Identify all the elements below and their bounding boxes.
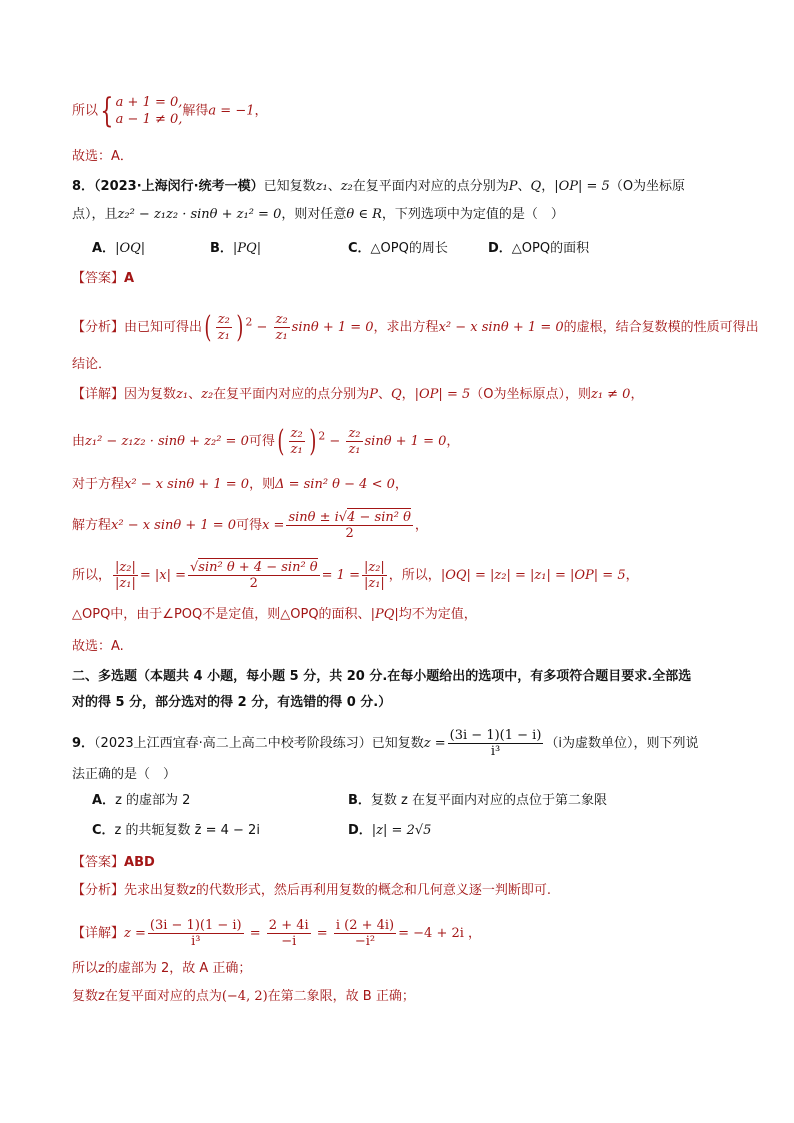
q9-analysis-tag: 【分析】 <box>72 883 125 898</box>
q9-source: （2023上江西宜春·高二上高二中校考阶段练习） <box>94 736 372 751</box>
q8-number: 8． <box>72 179 95 194</box>
q8-z2: z₂ <box>340 179 353 194</box>
q8-option-a-text: |OQ| <box>115 241 146 256</box>
q8-option-a <box>92 240 145 258</box>
q8-option-b-text: |PQ| <box>232 241 262 256</box>
q8-line-so-abs: = |x| = <box>139 568 186 583</box>
brace: { <box>100 91 114 131</box>
q8-line-solve-b: 可得 <box>236 518 263 533</box>
frac-so: $\frac{\text{√sin² θ + 4 − sin² θ}}{2}$ <box>190 560 318 591</box>
q9-detail-end: = −4 + 2i ， <box>398 926 482 941</box>
q8-line-tri: △OPQ中，由于∠POQ不是定值，则△OPQ的面积、 <box>72 607 371 622</box>
q8-answer-value: A <box>124 271 135 286</box>
q8-p: P <box>508 179 518 194</box>
q8-answer <box>72 270 134 288</box>
equation-system <box>116 94 183 128</box>
q8-stem-line-2 <box>72 206 564 224</box>
q8-line-you-eq: z₁² − z₁z₂ · sinθ + z₂² = 0 <box>85 434 249 449</box>
top-choose-line: 故选：A． <box>72 149 133 164</box>
q8-sep-2: 、 <box>517 179 531 194</box>
q9-option-a <box>92 792 190 810</box>
solve-num-a: sinθ ± i <box>288 510 339 525</box>
q8-choose: 故选：A. <box>72 639 124 654</box>
q8-stem-line-1: 8．（2023·上海闵行·统考一模）已知复数z₁、z₂在复平面内对应的点分别为P、Q，|OP| = 5（O为坐标原 <box>72 179 686 194</box>
q9-f1-den: i³ <box>191 934 201 949</box>
q8-option-b-label: B． <box>210 241 233 256</box>
q8-detail-p: P <box>369 387 378 402</box>
frac-z2-z1-b: $\frac{\text{z₂}}{\text{z₁}}$ <box>275 312 288 343</box>
q8-line-you-c: sinθ + 1 = 0 <box>364 434 447 449</box>
q9-detail-line-3 <box>72 988 415 1006</box>
case-system-line <box>72 91 268 131</box>
q8-line-so: 所以， <box>72 568 112 583</box>
q9-number: 9． <box>72 736 95 751</box>
q9-f3-den: −i² <box>354 934 376 949</box>
q9-f3-num: i (2 + 4i) <box>335 918 395 933</box>
paren-left: ( <box>204 309 212 345</box>
q8-detail-tag: 【详解】 <box>72 387 125 402</box>
q9-point: (−4, 2) <box>221 989 268 1004</box>
q8-option-d-text: △OPQ的面积 <box>511 241 590 256</box>
q8-line-so-chain: |OQ| = |z₂| = |z₁| = |OP| = 5 <box>440 568 626 583</box>
q8-analysis-a: 由已知可得出 <box>124 320 203 335</box>
q8-line-you-b: 可得 <box>248 434 275 449</box>
section2-line-2: 对的得 5 分，部分选对的得 2 分，有选错的得 0 分.） <box>72 695 392 710</box>
q8-analysis-c: ，求出方程 <box>373 320 439 335</box>
q8-detail-sep: 、 <box>188 387 202 402</box>
q8-q: Q <box>530 179 542 194</box>
q9-option-c-text: z 的共轭复数 z̄ = 4 − 2i <box>114 823 260 838</box>
q8-option-d-label: D． <box>488 241 512 256</box>
q8-analysis-tag: 【分析】 <box>72 320 125 335</box>
q9-option-c-label: C． <box>92 823 115 838</box>
q8-answer-tag: 【答案】 <box>72 271 125 286</box>
solve-text: 解得 <box>182 103 209 119</box>
q8-detail-line-5: 所以， $\frac{\text{|z₂|}}{\text{|z₁|}}$ = |x| = $\frac{\text{√sin² θ + 4 − sin² θ}}{2}$ = 1 = $\frac{\text{|z₂|}}{\text{|z₁|}}$ ，所以，|OQ| = |z₂| = |z₁| = |OP| = 5， <box>72 560 639 591</box>
q9-f2-den: −i <box>281 934 297 949</box>
q8-line2-a: 点），且 <box>72 207 118 222</box>
q9-option-a-label: A． <box>92 793 116 808</box>
q8-analysis-d: 的虚根，结合复数模的性质可得出 <box>563 320 759 335</box>
abs-frac-a: $\frac{\text{|z₂|}}{\text{|z₁|}}$ <box>115 560 136 591</box>
q8-condition-eq: z₂² − z₁z₂ · sinθ + z₁² = 0 <box>117 207 282 222</box>
q8-analysis-line-2: 结论． <box>72 357 112 372</box>
q9-frac-den: i³ <box>490 744 501 759</box>
q8-sep: 、 <box>327 179 341 194</box>
q8-line-you: 由 <box>72 434 86 449</box>
q9-option-d <box>348 822 431 840</box>
paren-left-2: ( <box>277 423 285 459</box>
q8-detail-c: （O为坐标原点），则 <box>470 387 591 402</box>
q9-detail-z: z = <box>124 926 146 941</box>
abs-frac-b: $\frac{\text{|z₂|}}{\text{|z₁|}}$ <box>363 560 385 591</box>
q9-detail-frac3 <box>334 918 396 949</box>
q8-line-solve-eq: x² − x sinθ + 1 = 0 <box>111 518 237 533</box>
q9-option-a-text: z 的虚部为 2 <box>115 793 191 808</box>
so-den: 2 <box>249 576 258 591</box>
q9-line-point: 复数z在复平面对应的点为 <box>72 989 222 1004</box>
q9-f2-num: 2 + 4i <box>268 918 309 933</box>
q9-option-d-text: |z| = 2√5 <box>371 823 432 838</box>
q8-detail-line-4: 解方程x² − x sinθ + 1 = 0可得x = $\frac{\text{sinθ ± i√4 − sin² θ}}{2}$ ， <box>72 510 428 541</box>
q8-detail-line-3: 对于方程x² − x sinθ + 1 = 0，则Δ = sin² θ − 4 < 0， <box>72 477 408 492</box>
q9-detail-frac1 <box>148 918 244 949</box>
frac-z2-z1-d: $\frac{\text{z₂}}{\text{z₁}}$ <box>348 426 361 457</box>
comma: ， <box>254 103 268 119</box>
q8-analysis-b: sinθ + 1 = 0 <box>291 320 374 335</box>
q8-line-tri-pq: |PQ| <box>370 607 399 622</box>
q9-line-point-b: 在第二象限，故 B 正确； <box>267 989 415 1004</box>
solve-result: a = −1 <box>208 103 255 119</box>
q9-stem-line-2: 法正确的是（ ） <box>72 767 177 782</box>
q9-detail-line-1: 【详解】z = $\frac{(3i - 1)(1 - i)}{\text{i³}}$ = $\frac{2 + 4i}{-i}$ = $\frac{i (2 + 4i)}{\text{−i²}}$ = −4 + 2i ， <box>72 918 482 949</box>
q9-option-b-text: 复数 z 在复平面内对应的点位于第二象限 <box>370 793 608 808</box>
q9-analysis-text: 先求出复数z的代数形式，然后再利用复数的概念和几何意义逐一判断即可. <box>124 883 551 898</box>
section2-line-1: 二、多选题（本题共 4 小题，每小题 5 分，共 20 分.在每小题给出的选项中，有多项符合题目要求.全部选 <box>72 669 692 684</box>
q8-stem-a: 已知复数 <box>263 179 316 194</box>
q9-detail-tag: 【详解】 <box>72 926 125 941</box>
q8-detail-op5: |OP| = 5 <box>414 387 471 402</box>
q9-answer-tag: 【答案】 <box>72 855 125 870</box>
q8-detail-z1: z₁ <box>176 387 189 402</box>
q8-detail-line-1: 【详解】因为复数z₁、z₂在复平面内对应的点分别为P、Q，|OP| = 5（O为坐标原点），则z₁ ≠ 0， <box>72 387 644 402</box>
solve-den: 2 <box>345 526 354 541</box>
q8-source: （2023·上海闵行·统考一模） <box>94 179 264 194</box>
q9-option-b-label: B． <box>348 793 371 808</box>
frac-solve: $\frac{\text{sinθ ± i√4 − sin² θ}}{2}$ <box>288 510 411 541</box>
q9-analysis <box>72 882 551 900</box>
q9-option-c <box>92 822 260 840</box>
q8-option-c-label: C． <box>348 241 371 256</box>
q8-line2-c: ，下列选项中为定值的是（ ） <box>381 207 564 222</box>
paren-right: ) <box>236 309 244 345</box>
q8-line-for-eq: x² − x sinθ + 1 = 0 <box>124 477 250 492</box>
q8-theta-r: θ ∈ R <box>346 207 382 222</box>
q9-option-b <box>348 792 607 810</box>
q8-line-for: 对于方程 <box>72 477 125 492</box>
q8-option-d <box>488 240 589 258</box>
so-num: sin² θ + 4 − sin² θ <box>198 560 318 575</box>
prefix-text: 所以 <box>72 103 99 119</box>
q8-line2-b: ，则对任意 <box>281 207 347 222</box>
q9-detail-line-2: 所以z的虚部为 2，故 A 正确； <box>72 961 252 976</box>
q9-answer <box>72 854 155 872</box>
q8-line-solve-x: x = <box>262 518 285 533</box>
q9-frac <box>448 728 544 759</box>
q8-detail-line-6 <box>72 606 477 624</box>
q9-f1-num: (3i − 1)(1 − i) <box>149 918 242 933</box>
q9-frac-num: (3i − 1)(1 − i) <box>449 728 542 743</box>
q8-analysis-eq: x² − x sinθ + 1 = 0 <box>438 320 564 335</box>
frac-z2-z1: $\frac{\text{z₂}}{\text{z₁}}$ <box>217 312 230 343</box>
q9-stem-line-1 <box>72 728 699 759</box>
q9-stem-a: 已知复数 <box>371 736 424 751</box>
system-line-2: a − 1 ≠ 0, <box>115 112 183 127</box>
q8-option-c <box>348 240 448 258</box>
q9-detail-frac2 <box>267 918 311 949</box>
q8-line-for-b: ，则 <box>249 477 276 492</box>
q8-detail-q: Q <box>390 387 402 402</box>
q9-answer-value: ABD <box>124 855 155 870</box>
q8-detail-a: 因为复数 <box>124 387 177 402</box>
q8-analysis-line-1: 【分析】由已知可得出( $\frac{\text{z₂}}{\text{z₁}}$ ) $^2$ − $\frac{\text{z₂}}{\text{z₁}}$ sinθ + 1 = 0，求出方程x² − x sinθ + 1 = 0的虚根，结合复数模的性质可得出 <box>72 309 759 345</box>
q8-line-solve: 解方程 <box>72 518 112 533</box>
paren-right-2: ) <box>309 423 317 459</box>
q8-line-so-c: ，所以， <box>388 568 441 583</box>
q8-option-c-text: △OPQ的周长 <box>370 241 448 256</box>
q8-op5: |OP| = 5 <box>554 179 610 194</box>
q8-detail-b: 在复平面内对应的点分别为 <box>213 387 370 402</box>
q9-z-eq: z = <box>423 736 446 751</box>
q8-z1: z₁ <box>315 179 328 194</box>
system-line-1: a + 1 = 0, <box>115 95 183 110</box>
q8-detail-z1ne0: z₁ ≠ 0 <box>590 387 631 402</box>
q8-option-a-label: A． <box>92 241 116 256</box>
q8-origin: （O为坐标原 <box>609 179 686 194</box>
q8-detail-z2: z₂ <box>201 387 214 402</box>
q8-line-for-delta: Δ = sin² θ − 4 < 0 <box>275 477 395 492</box>
q8-line-so-eq1: = 1 = <box>321 568 360 583</box>
frac-z2-z1-c: $\frac{\text{z₂}}{\text{z₁}}$ <box>290 426 303 457</box>
q8-line-tri-b: 均不为定值， <box>398 607 477 622</box>
q9-stem-b: （i为虚数单位），则下列说 <box>545 736 699 751</box>
q8-option-b <box>210 240 261 258</box>
q8-stem-b: 在复平面内对应的点分别为 <box>352 179 509 194</box>
q8-detail-line-2: 由z₁² − z₁z₂ · sinθ + z₂² = 0可得( $\frac{\text{z₂}}{\text{z₁}}$ ) $^2$ − $\frac{\text{z₂}}{\text{z₁}}$ sinθ + 1 = 0， <box>72 423 460 459</box>
solve-num-rad: 4 − sin² θ <box>347 510 411 525</box>
q9-option-d-label: D． <box>348 823 372 838</box>
